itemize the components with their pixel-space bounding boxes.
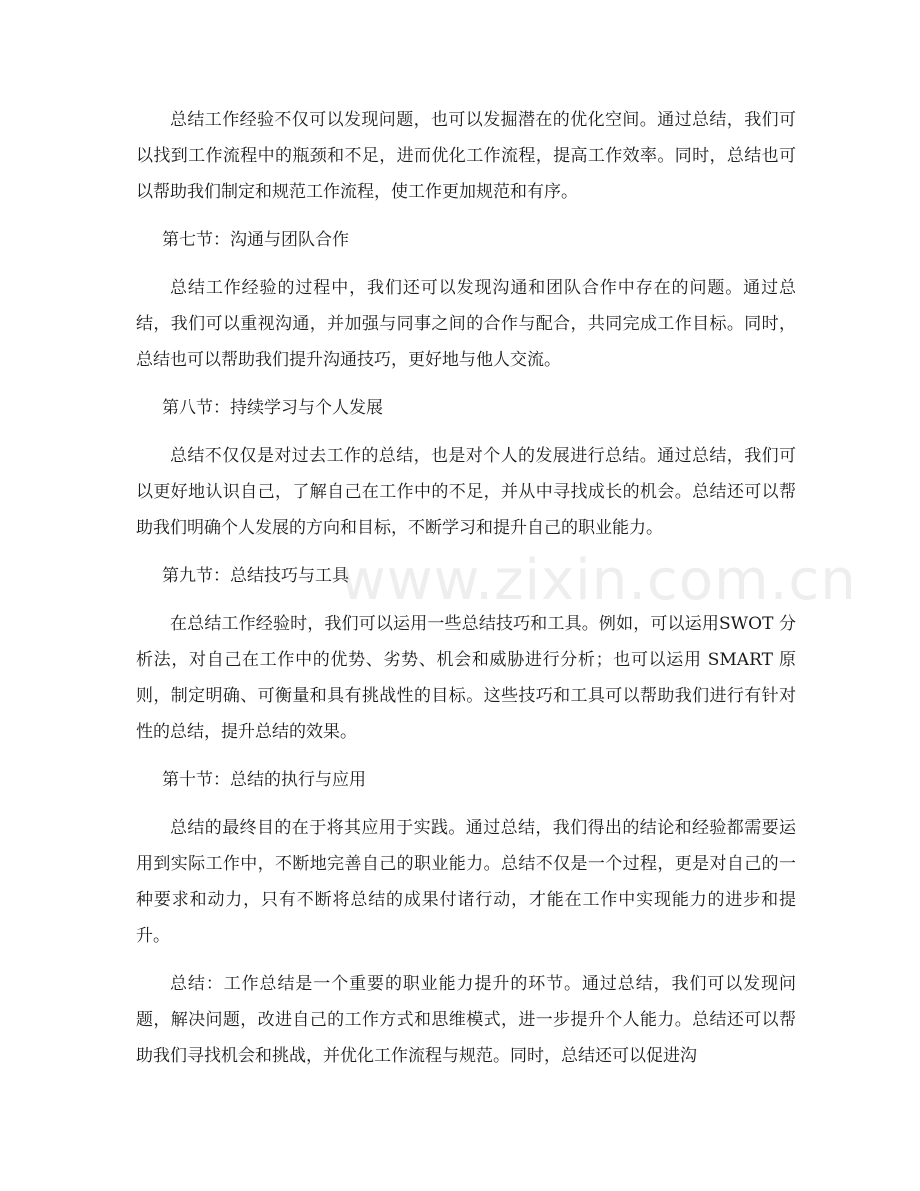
section-heading-10: 第十节：总结的执行与应用 [162,770,366,790]
paragraph-communication: 总结工作经验的过程中，我们还可以发现沟通和团队合作中存在的问题。通过总结，我们可以重视沟通，并加强与同事之间的合作与配合，共同完成工作目标。同时，总结也可以帮助我们提升沟通技巧，更好地与他人交流。 [136,278,796,370]
paragraph-tools: 在总结工作经验时，我们可以运用一些总结技巧和工具。例如，可以运用SWOT 分析法，对自己在工作中的优势、劣势、机会和威胁进行分析；也可以运用 SMART 原则，制定明确、可衡量和具有挑战性的目标。这些技巧和工具可以帮助我们进行有针对性的总结，提升总结的效果。 [136,614,796,742]
watermark-text: www.zixin.com.cn [340,548,857,613]
paragraph-efficiency: 总结工作经验不仅可以发现问题，也可以发掘潜在的优化空间。通过总结，我们可以找到工作流程中的瓶颈和不足，进而优化工作流程，提高工作效率。同时，总结也可以帮助我们制定和规范工作流程，使工作更加规范和有序。 [136,110,796,202]
document-body [136,102,796,1086]
paragraph-conclusion: 总结：工作总结是一个重要的职业能力提升的环节。通过总结，我们可以发现问题，解决问题，改进自己的工作方式和思维模式，进一步提升个人能力。总结还可以帮助我们寻找机会和挑战，并优化工作流程与规范。同时，总结还可以促进沟 [136,974,796,1066]
section-heading-8: 第八节：持续学习与个人发展 [162,398,383,418]
section-heading-7: 第七节：沟通与团队合作 [162,230,349,250]
section-heading-9: 第九节：总结技巧与工具 [162,566,349,586]
paragraph-learning: 总结不仅仅是对过去工作的总结，也是对个人的发展进行总结。通过总结，我们可以更好地认识自己，了解自己在工作中的不足，并从中寻找成长的机会。总结还可以帮助我们明确个人发展的方向和目标，不断学习和提升自己的职业能力。 [136,446,796,538]
paragraph-application: 总结的最终目的在于将其应用于实践。通过总结，我们得出的结论和经验都需要运用到实际工作中，不断地完善自己的职业能力。总结不仅是一个过程，更是对自己的一种要求和动力，只有不断将总结的成果付诸行动，才能在工作中实现能力的进步和提升。 [136,818,796,946]
